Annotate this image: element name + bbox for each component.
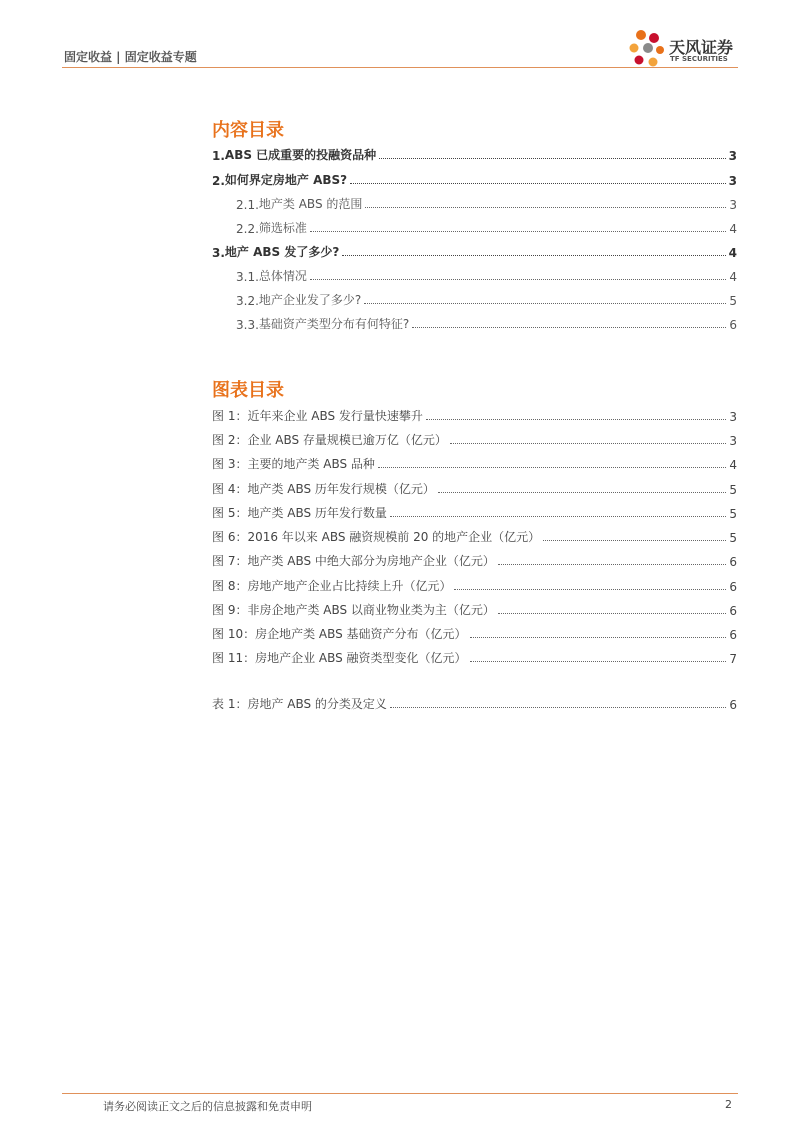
toc-item-number: 1.: [212, 149, 225, 163]
dot-leader: [342, 255, 725, 256]
dot-leader: [454, 589, 726, 590]
dot-leader: [390, 516, 726, 517]
table-item-page: 6: [729, 698, 737, 712]
figure-item[interactable]: [212, 454, 737, 472]
toc-item-number: 2.: [212, 174, 225, 188]
toc-item[interactable]: [212, 242, 737, 260]
figure-item-label: 图 11：房地产企业 ABS 融资类型变化（亿元）: [212, 651, 467, 665]
dot-leader: [470, 661, 727, 662]
figure-item-label: 图 9：非房企地产类 ABS 以商业物业类为主（亿元）: [212, 603, 495, 617]
logo-text-en: TF SECURITIES: [670, 55, 728, 63]
figure-item-label: 图 5：地产类 ABS 历年发行数量: [212, 506, 387, 520]
toc-subitem[interactable]: [236, 290, 737, 308]
page-number: 2: [725, 1098, 732, 1111]
figure-item[interactable]: [212, 503, 737, 521]
toc-item-page: 4: [728, 246, 737, 260]
dot-leader: [310, 279, 726, 280]
logo-petals-icon: [627, 28, 669, 70]
figure-item[interactable]: [212, 406, 737, 424]
toc-item-label: ABS 已成重要的投融资品种: [224, 148, 377, 162]
figure-item-page: 5: [729, 531, 737, 545]
toc-item-page: 3: [728, 174, 737, 188]
figure-item-page: 5: [729, 507, 737, 521]
toc-item-label: 筛选标准: [258, 221, 307, 235]
figure-item-label: 图 2：企业 ABS 存量规模已逾万亿（亿元）: [212, 433, 447, 447]
dot-leader: [378, 467, 726, 468]
table-item-label: 表 1：房地产 ABS 的分类及定义: [212, 697, 387, 711]
figure-item[interactable]: [212, 479, 737, 497]
toc-item-label: 地产类 ABS 的范围: [258, 197, 363, 211]
toc-item-label: 总体情况: [258, 269, 307, 283]
dot-leader: [426, 419, 726, 420]
figure-item[interactable]: [212, 576, 737, 594]
toc-subitem[interactable]: [236, 218, 737, 236]
toc-item-page: 4: [729, 222, 737, 236]
toc-item-number: 3.2.: [236, 294, 259, 308]
figure-item-label: 图 10：房企地产类 ABS 基础资产分布（亿元）: [212, 627, 467, 641]
header-divider: [62, 67, 738, 68]
toc-item-page: 3: [729, 198, 737, 212]
figure-item[interactable]: [212, 430, 737, 448]
logo-text-cn: 天风证券: [669, 38, 734, 57]
figure-item[interactable]: [212, 551, 737, 569]
figure-item-label: 图 1：近年来企业 ABS 发行量快速攀升: [212, 409, 423, 423]
toc-item-page: 3: [728, 149, 737, 163]
figure-item-label: 图 7：地产类 ABS 中绝大部分为房地产企业（亿元）: [212, 554, 495, 568]
dot-leader: [438, 492, 726, 493]
dot-leader: [379, 158, 725, 159]
figures-title: 图表目录: [212, 380, 284, 401]
header-breadcrumb: 固定收益 | 固定收益专题: [64, 50, 197, 64]
toc-item-page: 5: [729, 294, 737, 308]
toc-item[interactable]: [212, 170, 737, 188]
figure-item-page: 4: [729, 458, 737, 472]
toc-item[interactable]: [212, 145, 737, 163]
dot-leader: [390, 707, 726, 708]
footer-divider: [62, 1093, 738, 1094]
figure-item-page: 6: [729, 628, 737, 642]
toc-subitem[interactable]: [236, 266, 737, 284]
company-logo: [627, 28, 742, 70]
toc-item-number: 2.2.: [236, 222, 259, 236]
figure-item-page: 5: [729, 483, 737, 497]
figure-item-label: 图 3：主要的地产类 ABS 品种: [212, 457, 375, 471]
figure-item[interactable]: [212, 648, 737, 666]
figure-item-page: 3: [729, 434, 737, 448]
dot-leader: [364, 303, 726, 304]
figure-item[interactable]: [212, 527, 737, 545]
dot-leader: [310, 231, 726, 232]
contents-title: 内容目录: [212, 120, 284, 141]
toc-item-label: 地产 ABS 发了多少?: [224, 245, 340, 259]
toc-item-number: 3.3.: [236, 318, 259, 332]
toc-item-number: 3.: [212, 246, 225, 260]
dot-leader: [470, 637, 727, 638]
footer-disclaimer: 请务必阅读正文之后的信息披露和免责申明: [103, 1100, 312, 1113]
table-item[interactable]: [212, 694, 737, 712]
dot-leader: [498, 564, 726, 565]
toc-item-number: 3.1.: [236, 270, 259, 284]
dot-leader: [543, 540, 726, 541]
figure-item-page: 6: [729, 555, 737, 569]
toc-item-label: 如何界定房地产 ABS?: [224, 173, 348, 187]
figure-item-page: 6: [729, 604, 737, 618]
dot-leader: [412, 327, 726, 328]
toc-item-page: 4: [729, 270, 737, 284]
figure-item-label: 图 6：2016 年以来 ABS 融资规模前 20 的地产企业（亿元）: [212, 530, 541, 544]
figure-item-page: 3: [729, 410, 737, 424]
dot-leader: [350, 183, 726, 184]
dot-leader: [450, 443, 726, 444]
figure-item-label: 图 8：房地产地产企业占比持续上升（亿元）: [212, 579, 452, 593]
toc-item-page: 6: [729, 318, 737, 332]
figure-item-page: 6: [729, 580, 737, 594]
toc-item-number: 2.1.: [236, 198, 259, 212]
dot-leader: [365, 207, 726, 208]
toc-subitem[interactable]: [236, 314, 737, 332]
figure-item-page: 7: [729, 652, 737, 666]
toc-subitem[interactable]: [236, 194, 737, 212]
figure-item[interactable]: [212, 600, 737, 618]
figure-item-label: 图 4：地产类 ABS 历年发行规模（亿元）: [212, 482, 435, 496]
toc-item-label: 地产企业发了多少?: [258, 293, 362, 307]
dot-leader: [498, 613, 726, 614]
figure-item[interactable]: [212, 624, 737, 642]
toc-item-label: 基础资产类型分布有何特征?: [258, 317, 410, 331]
